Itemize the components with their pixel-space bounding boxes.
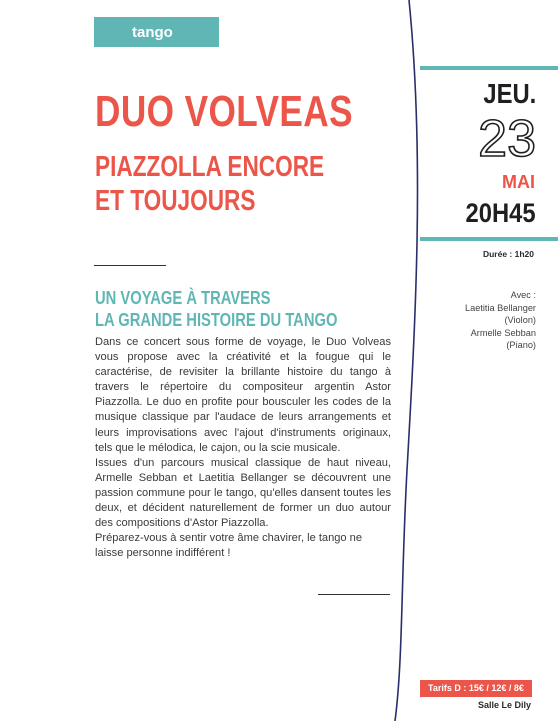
- description-paragraph: Dans ce concert sous forme de voyage, le Duo Volveas vous propose avec la créativité et la fougue qui le caractérise, de revisiter la brillante histoire du tango à travers le répertoire du compositeur argentin Astor Piazzolla. Le duo en profite pour bousculer les codes de la musique classique par l'audace de leurs arrangements et leurs improvisations avec l'ajout d'instruments originaux, tels que le mélodica, le cajon, ou la scie musicale.: [95, 336, 391, 454]
- description-paragraph: Issues d'un parcours musical classique de haut niveau, Armelle Sebban et Laetitia Bellanger se découvrent une passion commune pour le tango, qu'elles dansent toutes les deux, et décident naturellement de former un duo autour des compositions d'Astor Piazzolla.: [95, 456, 391, 530]
- bottom-divider-rule: [318, 594, 390, 595]
- description-text: [95, 335, 391, 561]
- date-day: JEU.: [483, 78, 536, 109]
- event-subtitle: [95, 150, 324, 218]
- section-heading-line: LA GRANDE HISTOIRE DU TANGO: [95, 310, 338, 330]
- duration-label: Durée : 1h20: [482, 249, 534, 259]
- credit-line: Avec :: [510, 290, 536, 300]
- credit-line: Laetitia Bellanger: [465, 302, 536, 313]
- credit-line: (Piano): [506, 340, 536, 351]
- date-bottom-bar: [420, 237, 558, 241]
- credit-line: Armelle Sebban: [470, 327, 536, 338]
- section-heading-line: UN VOYAGE À TRAVERS: [95, 288, 271, 308]
- section-heading: [95, 287, 337, 331]
- venue-label: Salle Le Dily: [477, 700, 531, 710]
- date-month: MAI: [502, 172, 535, 192]
- category-tag: tango: [94, 17, 219, 47]
- date-time: 20H45: [465, 198, 536, 228]
- date-top-bar: [420, 66, 558, 70]
- event-title: DUO VOLVEAS: [95, 87, 354, 136]
- performer-credits: [465, 289, 536, 352]
- credit-line: (Violon): [504, 315, 536, 326]
- date-number: 23: [478, 110, 536, 168]
- price-badge: Tarifs D : 15€ / 12€ / 8€: [420, 680, 532, 697]
- curved-divider-line: [385, 0, 425, 721]
- description-paragraph: Préparez-vous à sentir votre âme chavirer, le tango ne laisse personne indifférent !: [95, 532, 363, 560]
- top-divider-rule: [94, 265, 166, 266]
- subtitle-line: PIAZZOLLA ENCORE: [95, 151, 325, 183]
- subtitle-line: ET TOUJOURS: [95, 185, 256, 217]
